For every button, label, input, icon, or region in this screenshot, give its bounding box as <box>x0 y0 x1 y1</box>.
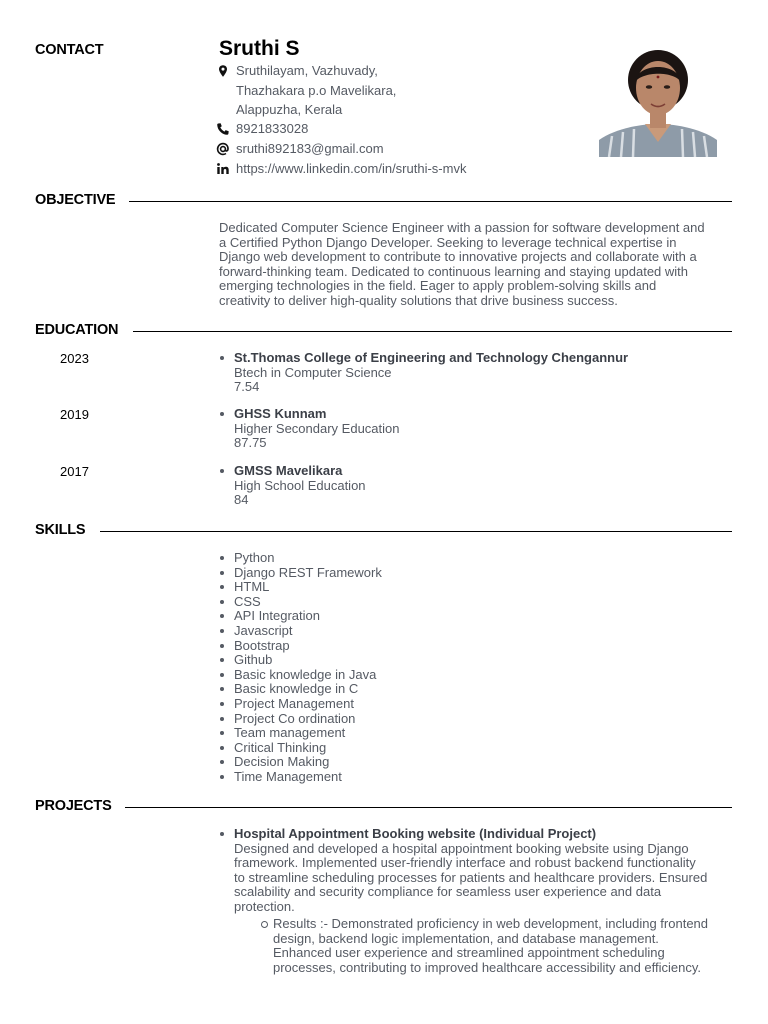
bullet-icon <box>220 702 224 706</box>
project-description-line: scalability and security compliance for seamless user experience and data <box>234 884 662 900</box>
education-year: 2023 <box>60 351 89 366</box>
skill-label: Bootstrap <box>234 637 290 653</box>
bullet-icon <box>220 585 224 589</box>
phone-icon <box>216 122 230 136</box>
project-results-line: Results :- Demonstrated proficiency in web development, including frontend <box>273 916 709 931</box>
project-results-line: design, backend logic implementation, and database management. <box>273 930 659 946</box>
section-projects-label: PROJECTS <box>35 798 112 814</box>
section-objective-label: OBJECTIVE <box>35 192 116 208</box>
education-institution: GMSS Mavelikara <box>234 463 343 478</box>
education-degree: Higher Secondary Education <box>234 420 400 436</box>
list-item <box>234 580 382 595</box>
bullet-icon <box>220 629 224 633</box>
education-institution: St.Thomas College of Engineering and Technology Chengannur <box>234 350 629 365</box>
education-score: 84 <box>234 492 249 508</box>
education-score: 7.54 <box>234 379 260 395</box>
objective-line: emerging technologies in the field. Eager to apply problem-solving skills and <box>219 278 657 294</box>
skill-label: Javascript <box>234 622 293 638</box>
education-degree: High School Education <box>234 477 366 493</box>
skill-label: Time Management <box>234 768 342 784</box>
bullet-icon <box>220 775 224 779</box>
list-item <box>234 741 382 756</box>
project-description-line: framework. Implemented user-friendly interface and robust backend functionality <box>234 855 696 871</box>
project-results <box>273 917 733 975</box>
skill-label: Django REST Framework <box>234 564 382 580</box>
bullet-icon <box>220 717 224 721</box>
list-item <box>234 668 382 683</box>
list-item <box>234 639 382 654</box>
bullet-icon <box>220 412 224 416</box>
list-item <box>234 682 382 697</box>
bullet-icon <box>220 760 224 764</box>
skills-list <box>234 551 382 785</box>
skill-label: Project Management <box>234 695 354 711</box>
list-item <box>234 726 382 741</box>
list-item <box>234 566 382 581</box>
bullet-icon <box>220 673 224 677</box>
bullet-icon <box>220 644 224 648</box>
candidate-name: Sruthi S <box>219 37 300 60</box>
bullet-icon <box>220 571 224 575</box>
list-item <box>234 755 382 770</box>
list-item <box>234 595 382 610</box>
objective-line: creativity to deliver high-quality solutions that drive business success. <box>219 292 618 308</box>
email-address[interactable]: sruthi892183@gmail.com <box>236 141 384 156</box>
list-item <box>234 624 382 639</box>
objective-line: forward-thinking team. Dedicated to continuous learning and staying updated with <box>219 263 689 279</box>
skill-label: Decision Making <box>234 754 330 770</box>
list-item <box>234 551 382 566</box>
bullet-icon <box>220 356 224 360</box>
project-results-line: processes, contributing to improved healthcare accessibility and efficiency. <box>273 959 702 975</box>
education-year: 2019 <box>60 407 89 422</box>
bullet-icon <box>220 731 224 735</box>
list-item <box>234 712 382 727</box>
skill-label: Project Co ordination <box>234 710 356 726</box>
list-item <box>234 770 382 785</box>
skill-label: Team management <box>234 725 346 741</box>
address-line-1: Sruthilayam, Vazhuvady, <box>236 63 378 78</box>
address-line-2: Thazhakara p.o Mavelikara, <box>236 83 397 98</box>
linkedin-url[interactable]: https://www.linkedin.com/in/sruthi-s-mvk <box>236 161 467 176</box>
section-contact-label: CONTACT <box>35 42 104 58</box>
sub-bullet-icon <box>261 921 268 928</box>
section-skills-label: SKILLS <box>35 522 86 538</box>
project-title: Hospital Appointment Booking website (Individual Project) <box>234 826 597 841</box>
education-score: 87.75 <box>234 435 267 451</box>
education-entry <box>234 464 366 508</box>
address-line-3: Alappuzha, Kerala <box>236 102 343 117</box>
linkedin-icon <box>216 162 230 176</box>
bullet-icon <box>220 746 224 750</box>
education-year: 2017 <box>60 464 89 479</box>
skills-rule <box>100 531 732 532</box>
profile-photo <box>599 44 717 157</box>
education-entry <box>234 351 628 395</box>
skill-label: Critical Thinking <box>234 739 327 755</box>
skill-label: HTML <box>234 579 270 595</box>
project-description-line: protection. <box>234 898 295 914</box>
phone-number[interactable]: 8921833028 <box>236 121 309 136</box>
objective-line: Django web development to contribute to innovative projects and collaborate with a <box>219 249 697 265</box>
skill-label: Github <box>234 652 273 668</box>
education-degree: Btech in Computer Science <box>234 364 392 380</box>
bullet-icon <box>220 556 224 560</box>
list-item <box>234 653 382 668</box>
skill-label: Basic knowledge in Java <box>234 666 377 682</box>
objective-line: Dedicated Computer Science Engineer with a passion for software development and <box>219 220 705 235</box>
project-description-line: to streamline scheduling processes for patients and healthcare providers. Ensured <box>234 869 708 885</box>
bullet-icon <box>220 658 224 662</box>
bullet-icon <box>220 832 224 836</box>
project-entry <box>234 827 732 915</box>
skill-label: API Integration <box>234 608 320 624</box>
list-item <box>234 609 382 624</box>
bullet-icon <box>220 600 224 604</box>
bullet-icon <box>220 687 224 691</box>
at-sign-icon <box>216 142 230 156</box>
bullet-icon <box>220 614 224 618</box>
location-pin-icon <box>216 64 230 78</box>
education-institution: GHSS Kunnam <box>234 406 327 421</box>
objective-rule <box>129 201 732 202</box>
project-results-line: Enhanced user experience and streamlined appointment scheduling <box>273 945 665 961</box>
objective-line: a Certified Python Django Developer. Seeking to leverage technical expertise in <box>219 234 677 250</box>
project-description-line: Designed and developed a hospital appointment booking website using Django <box>234 840 689 856</box>
list-item <box>234 697 382 712</box>
objective-paragraph <box>219 221 733 309</box>
skill-label: Basic knowledge in C <box>234 681 359 697</box>
skill-label: Python <box>234 550 275 565</box>
bullet-icon <box>220 469 224 473</box>
section-education-label: EDUCATION <box>35 322 119 338</box>
skill-label: CSS <box>234 593 261 609</box>
education-entry <box>234 407 400 451</box>
education-rule <box>133 331 732 332</box>
projects-rule <box>125 807 732 808</box>
